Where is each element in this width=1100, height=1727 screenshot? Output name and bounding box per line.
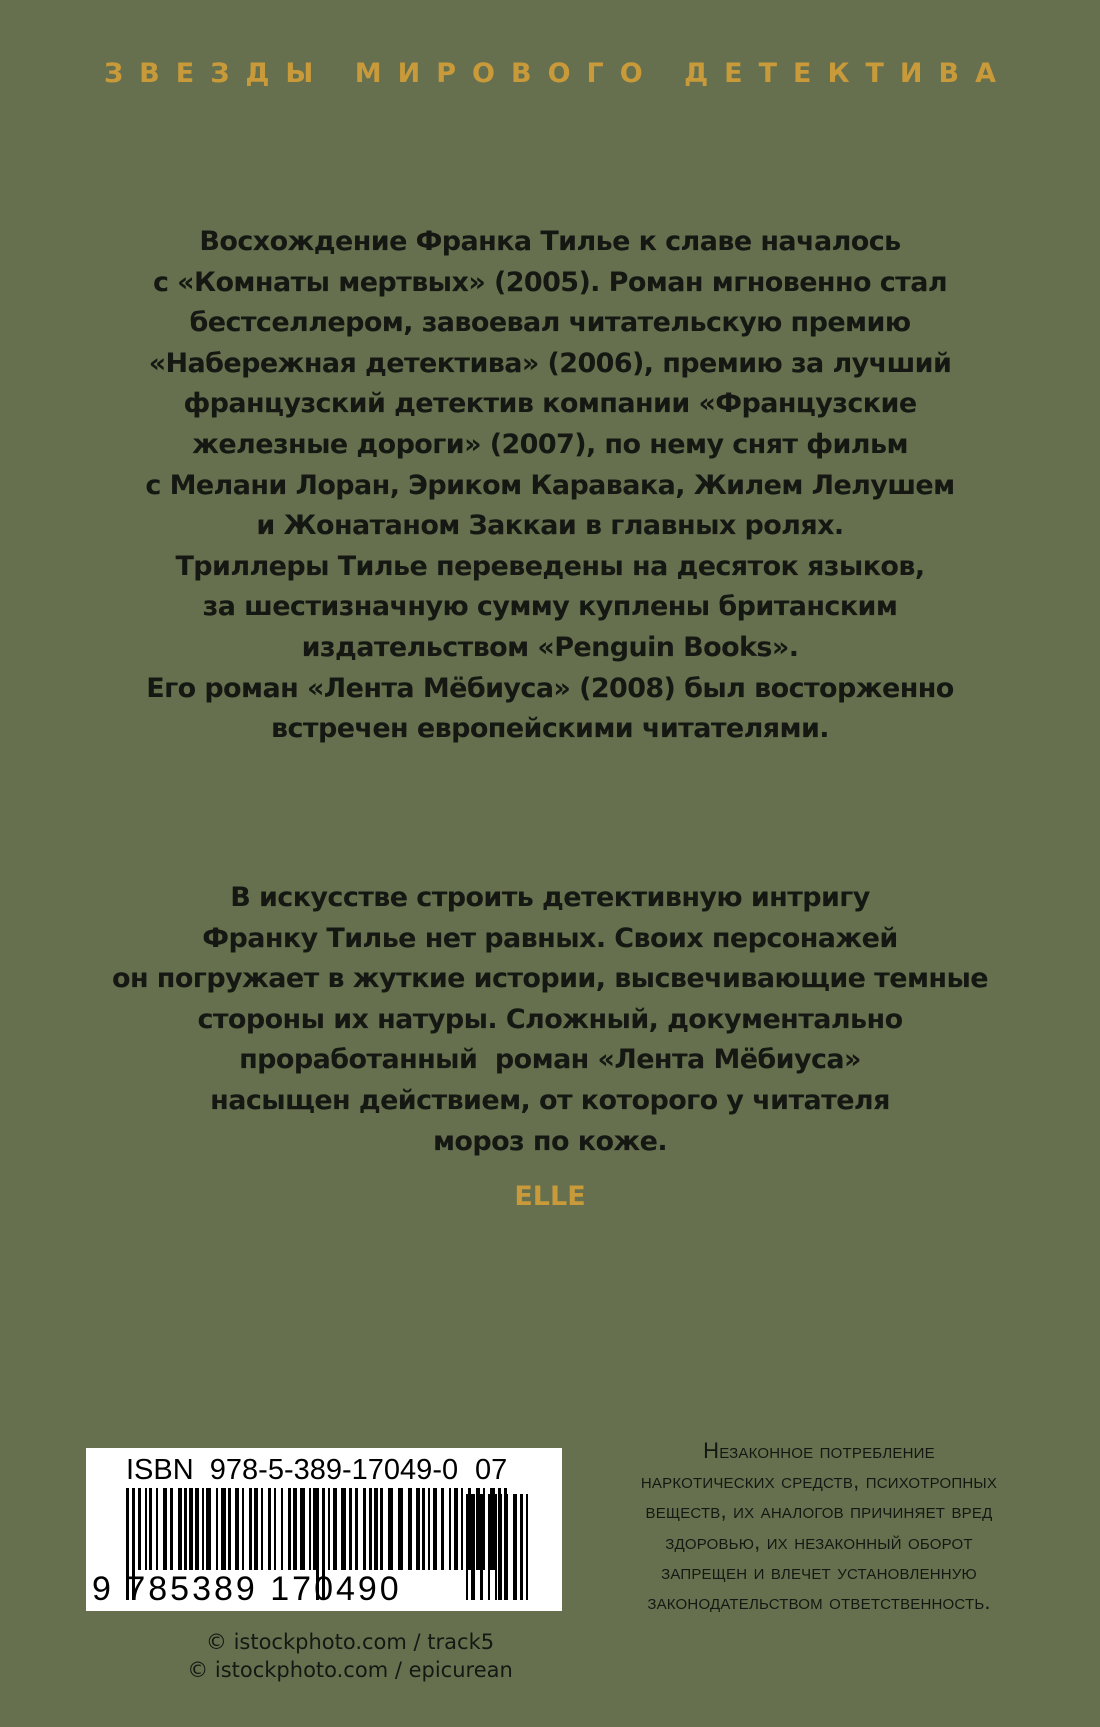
photo-credits (150, 1628, 550, 1684)
barcode-bar (408, 1488, 412, 1570)
barcode-bar (274, 1488, 276, 1570)
quote-line: он погружает в жуткие истории, высвечивающие темные (112, 963, 988, 995)
blurb-line: французский детектив компании «Французские (183, 388, 917, 420)
barcode-bar (355, 1488, 358, 1570)
barcode-bar (163, 1488, 167, 1570)
barcode-bar (333, 1488, 337, 1570)
barcode-bar (526, 1494, 528, 1600)
barcode-bar (441, 1488, 444, 1570)
barcode-bar (454, 1488, 458, 1570)
blurb-line: с Мелани Лоран, Эриком Каравака, Жилем Лелушем (145, 469, 955, 501)
warning-line: Незаконное потребление (703, 1438, 935, 1463)
series-title: ЗВЕЗДЫ МИРОВОГО ДЕТЕКТИВА (103, 58, 1013, 89)
barcode-bar (268, 1488, 271, 1570)
barcode-bar (398, 1488, 403, 1570)
quote-line: В искусстве строить детективную интригу (230, 882, 870, 913)
barcode-bar (500, 1494, 502, 1600)
barcode-bar (471, 1494, 475, 1600)
isbn-label: ISBN 978-5-389-17049-0 (126, 1454, 459, 1486)
barcode-bar (449, 1488, 451, 1570)
barcode-bar (468, 1488, 471, 1570)
barcode-bar (349, 1488, 352, 1570)
blurb-line: и Жонатаном Заккаи в главных ролях. (256, 510, 844, 542)
barcode-bar (341, 1488, 346, 1570)
blurb-line: издательством «Penguin Books». (301, 631, 799, 663)
barcode-bar (184, 1488, 187, 1570)
barcode-bar (313, 1488, 316, 1570)
blurb-line: Восхождение Франка Тилье к славе началось (199, 226, 901, 257)
barcode-bar (480, 1494, 483, 1600)
warning-line: здоровью, их незаконный оборот (665, 1528, 973, 1554)
barcode-bar (149, 1488, 152, 1570)
quote-line: проработанный роман «Лента Мёбиуса» (239, 1044, 861, 1076)
barcode-digits: 9 785389 170490 (92, 1570, 402, 1608)
barcode-bar (369, 1488, 372, 1570)
blurb-paragraph-1 (0, 222, 1100, 750)
quote-line: насыщен действием, от которого у читателя (210, 1084, 890, 1116)
barcode-bar (416, 1488, 420, 1570)
barcode-bar (249, 1488, 252, 1570)
barcode-bar (388, 1488, 393, 1570)
blurb-line: за шестизначную сумму куплены британским (202, 591, 898, 623)
blurb-line: с «Комнаты мертвых» (2005). Роман мгновенно стал (152, 266, 948, 298)
barcode-bar (300, 1488, 305, 1570)
barcode-bar (466, 1494, 468, 1600)
barcode-bar (513, 1494, 517, 1600)
barcode-bar (363, 1488, 366, 1570)
barcode-bar (374, 1488, 378, 1570)
barcode-bar (433, 1488, 437, 1570)
barcode-bar (495, 1494, 497, 1600)
quote-line: Франку Тилье нет равных. Своих персонажей (202, 922, 898, 954)
barcode-bar (235, 1488, 239, 1570)
health-warning (582, 1436, 1056, 1617)
barcode-bar (490, 1488, 495, 1570)
barcode-bar (195, 1488, 199, 1570)
quote-line: стороны их натуры. Сложный, документально (197, 1003, 903, 1035)
barcode-bar (380, 1488, 383, 1570)
blurb-line: Триллеры Тилье переведены на десяток языков, (175, 550, 925, 582)
barcode-bar (461, 1488, 463, 1570)
quote-line: мороз по коже. (432, 1125, 668, 1157)
blurb-line: железные дороги» (2007), по нему снят фильм (192, 428, 908, 460)
barcode-bar (170, 1488, 173, 1570)
credit-line: © istockphoto.com / track5 (205, 1630, 495, 1654)
barcode-bar (254, 1488, 258, 1570)
blurb-line: встречен европейскими читателями. (271, 713, 829, 745)
warning-line: веществ, их аналогов причиняет вред (645, 1498, 993, 1524)
barcode-bar (202, 1488, 204, 1570)
quote-source: ELLE (514, 1181, 586, 1212)
barcode-bar (505, 1494, 508, 1600)
barcode-bar (488, 1494, 490, 1600)
barcode-bar (483, 1488, 485, 1570)
isbn-barcode (86, 1448, 562, 1611)
blurb-line: Его роман «Лента Мёбиуса» (2008) был восторженно (146, 672, 954, 704)
barcode-bar (216, 1488, 218, 1570)
barcode-bar (288, 1488, 291, 1570)
barcode-bar (145, 1488, 147, 1570)
barcode-bar (221, 1488, 226, 1570)
barcode-bar (309, 1488, 311, 1570)
warning-line: запрещен и влечет установленную (661, 1558, 977, 1584)
warning-line: законодательством ответственность. (647, 1589, 991, 1615)
barcode-bar (520, 1494, 523, 1600)
barcode-bar (178, 1488, 182, 1570)
warning-line: наркотических средств, психотропных (640, 1468, 998, 1494)
barcode-bar (242, 1488, 244, 1570)
barcode-bar (206, 1488, 211, 1570)
barcode-bar (189, 1488, 193, 1570)
blurb-line: «Набережная детектива» (2006), премию за лучший (148, 347, 952, 379)
barcode-bar (428, 1488, 430, 1570)
barcode-bar (293, 1488, 297, 1570)
barcode-bar (476, 1488, 480, 1570)
barcode-bar (228, 1488, 231, 1570)
barcode-addon-code: 07 (475, 1454, 508, 1486)
barcode-bar (281, 1488, 283, 1570)
barcode-bar (261, 1488, 263, 1570)
barcode-bar (156, 1488, 158, 1570)
barcode-bar (138, 1488, 141, 1570)
barcode-bar (328, 1488, 330, 1570)
credit-line: © istockphoto.com / epicurean (187, 1658, 513, 1682)
blurb-line: бестселлером, завоевал читательскую премию (189, 307, 911, 339)
barcode-bar (422, 1488, 425, 1570)
review-quote (0, 878, 1100, 1162)
